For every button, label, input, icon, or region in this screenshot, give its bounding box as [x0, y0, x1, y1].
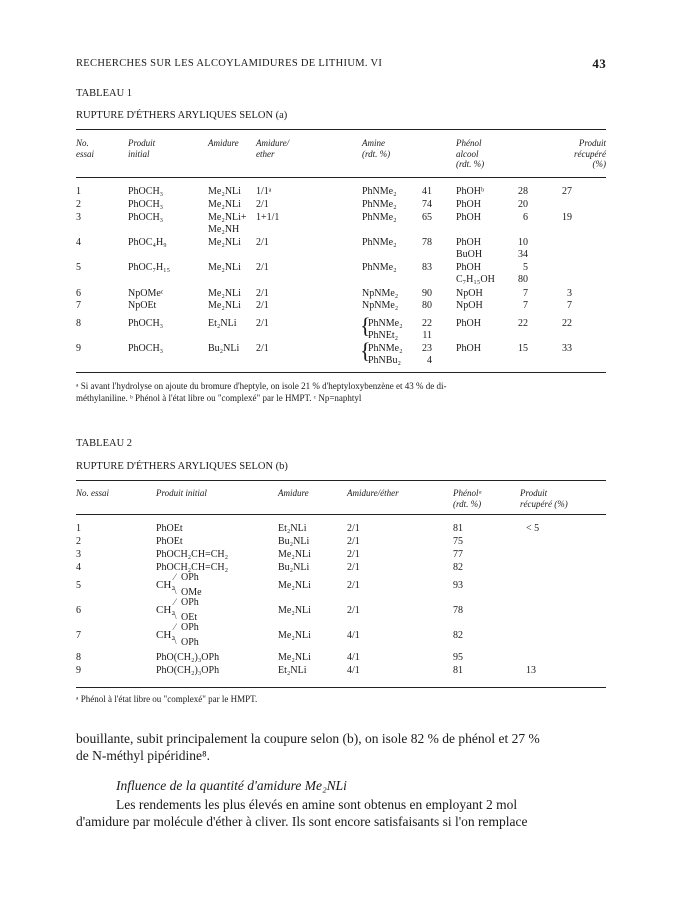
t2-cell-amidure: Me₂NLi: [278, 652, 311, 663]
t1-cell-amidure: Me₂NLi: [208, 288, 241, 299]
t2-bond-down: \: [174, 636, 177, 646]
t2-cell-phenol-yield: 82: [453, 562, 463, 573]
t1-cell-amine: PhNMe₂: [368, 318, 403, 329]
t1-h-prod-b: initial: [128, 148, 150, 159]
t2-cell-product-ch2: CH₂: [156, 579, 176, 591]
t1-cell-no: 4: [76, 237, 81, 248]
t2-cell-ratio: 2/1: [347, 605, 360, 616]
t1-h-rec-a: Produit: [578, 138, 606, 148]
table1-label: TABLEAU 1: [76, 88, 133, 99]
t2-cell-recovered: < 5: [526, 523, 540, 534]
section-heading: Influence de la quantité d'amidure Me₂NLi: [116, 778, 347, 793]
t1-cell-product: NpOMeᶜ: [128, 288, 164, 299]
t1-cell-no: 9: [76, 343, 81, 354]
t1-cell-phenol-yield: 28: [518, 186, 528, 197]
t1-cell-phenol-yield: 22: [518, 318, 528, 329]
t1-cell-ratio: 2/1: [256, 300, 269, 311]
t1-cell-alcohol-yield: 34: [518, 249, 528, 260]
t1-h-phenol: [456, 138, 484, 170]
t1-cell-phenol: PhOH: [456, 343, 482, 354]
t1-cell-amine: PhNMe₂: [368, 343, 403, 354]
t2-cell-amidure: Me₂NLi: [278, 580, 311, 591]
t1-cell-no: 2: [76, 199, 81, 210]
table2-footnote: ᵃ Phénol à l'état libre ou "complexé" par le HMPT.: [76, 694, 258, 704]
t2-cell-product-sub1: OPh: [181, 572, 199, 583]
t2-cell-phenol-yield: 78: [453, 605, 463, 616]
t2-cell-amidure: Me₂NLi: [278, 549, 311, 560]
t1-cell-phenol: NpOH: [456, 288, 483, 299]
t1-cell-amidure: Et₂NLi: [208, 318, 237, 329]
t1-brace: {: [360, 338, 371, 363]
t1-cell-phenol-yield: 15: [518, 343, 528, 354]
t1-cell-ratio: 1+1/1: [256, 212, 280, 223]
t1-cell-phenol-yield: 7: [523, 300, 528, 311]
table1-footnote: [76, 380, 606, 404]
t1-cell-ratio: 2/1: [256, 318, 269, 329]
t1-h-ratio-b: ether: [256, 148, 275, 159]
t1-cell-amine-yield: 74: [422, 199, 432, 210]
t1-h-rec-c: (%): [592, 159, 606, 169]
t1-cell-amine-yield: 90: [422, 288, 432, 299]
t1-cell-phenol-yield: 6: [523, 212, 528, 223]
t2-cell-no: 9: [76, 665, 81, 676]
t1-footnote-line2: méthylaniline. ᵇ Phénol à l'état libre ou "complexé" par le HMPT. ᶜ Np=naphtyl: [76, 393, 362, 403]
t1-h-no-a: No.: [76, 138, 89, 148]
t1-cell-recovered: 7: [567, 300, 572, 311]
t1-cell-amine: PhNMe₂: [362, 186, 397, 197]
t1-cell-product: PhOCH₃: [128, 343, 164, 354]
table2-top-rule: [76, 480, 606, 481]
table2-header-rule: [76, 514, 606, 515]
t2-h-rec-b: récupéré (%): [520, 498, 568, 509]
p1-line2: de N-méthyl pipéridine⁸.: [76, 748, 211, 763]
running-head-title: RECHERCHES SUR LES ALCOYLAMIDURES DE LITHIUM. VI: [76, 58, 383, 69]
t2-cell-product-ch2: CH₂: [156, 604, 176, 616]
t2-cell-phenol-yield: 75: [453, 536, 463, 547]
t1-cell-alcohol: BuOH: [456, 249, 483, 260]
t2-bond-down: \: [174, 586, 177, 596]
t1-cell-recovered: 22: [562, 318, 572, 329]
t1-cell-amine-yield: 83: [422, 262, 432, 273]
t1-cell-phenol: NpOH: [456, 300, 483, 311]
t2-cell-amidure: Me₂NLi: [278, 630, 311, 641]
t2-cell-product: PhOCH₂CH=CH₂: [156, 549, 229, 560]
t2-cell-ratio: 4/1: [347, 630, 360, 641]
t1-cell-phenol: PhOHᵇ: [456, 186, 485, 197]
t2-cell-product: PhOEt: [156, 523, 183, 534]
t1-h-prod-a: Produit: [128, 138, 156, 148]
t1-cell-amine-yield: 78: [422, 237, 432, 248]
t1-cell-ratio: 2/1: [256, 262, 269, 273]
t2-cell-ratio: 2/1: [347, 562, 360, 573]
t2-bond-up: ⁄: [174, 622, 176, 632]
t2-h-recovered: [520, 488, 568, 509]
t1-cell-amine-yield: 65: [422, 212, 432, 223]
t1-cell-ratio: 1/1ᵃ: [256, 186, 272, 197]
table2-title: RUPTURE D'ÉTHERS ARYLIQUES SELON (b): [76, 461, 288, 472]
t1-cell-product: PhOC₇H₁₅: [128, 262, 171, 273]
t1-cell-amine-yield: 22: [422, 318, 432, 329]
t1-cell-no: 3: [76, 212, 81, 223]
t2-cell-no: 2: [76, 536, 81, 547]
table1-title: RUPTURE D'ÉTHERS ARYLIQUES SELON (a): [76, 110, 288, 121]
t2-cell-product: PhO(CH₂)₃OPh: [156, 665, 220, 676]
t1-cell-amidure: Me₂NLi: [208, 199, 241, 210]
p1-line1: bouillante, subit principalement la coupure selon (b), on isole 82 % de phénol et 27 %: [76, 731, 540, 746]
table1-header-rule: [76, 177, 606, 178]
t2-cell-phenol-yield: 95: [453, 652, 463, 663]
t2-bond-up: ⁄: [174, 572, 176, 582]
t2-cell-phenol-yield: 82: [453, 630, 463, 641]
t1-h-amine-b: (rdt. %): [362, 148, 391, 159]
t2-cell-phenol-yield: 93: [453, 580, 463, 591]
t1-cell-phenol: PhOH: [456, 318, 482, 329]
t2-cell-ratio: 4/1: [347, 665, 360, 676]
t1-h-amidure: Amidure: [208, 138, 239, 148]
t2-cell-recovered: 13: [526, 665, 536, 676]
t2-h-no: No. essai: [76, 488, 110, 498]
t1-cell-amine: PhNMe₂: [362, 199, 397, 210]
t2-cell-ratio: 2/1: [347, 549, 360, 560]
t2-h-ratio: Amidure/éther: [347, 488, 399, 498]
p2-line2: d'amidure par molécule d'éther à cliver. Ils sont encore satisfaisants si l'on remplace: [76, 814, 528, 829]
t1-cell-product: PhOCH₃: [128, 186, 164, 197]
t1-h-ratio: [256, 138, 289, 159]
t2-h-phenol: [453, 488, 482, 509]
t2-cell-amidure: Me₂NLi: [278, 605, 311, 616]
t1-cell-amine-2: PhNBu₂: [368, 355, 401, 366]
t1-cell-no: 1: [76, 186, 81, 197]
t2-cell-no: 7: [76, 630, 81, 641]
t1-cell-phenol: PhOH: [456, 237, 482, 248]
t2-cell-product: PhOEt: [156, 536, 183, 547]
t1-h-ratio-a: Amidure/: [256, 138, 290, 148]
t1-cell-product: PhOCH₃: [128, 199, 164, 210]
t1-h-amine-a: Amine: [362, 138, 385, 148]
t2-cell-product-sub2: OMe: [181, 587, 202, 598]
table1-top-rule: [76, 129, 606, 130]
t2-cell-no: 4: [76, 562, 81, 573]
t2-h-rec-a: Produit: [520, 488, 548, 498]
t1-cell-amidure-2: Me₂NH: [208, 224, 240, 235]
page-number: 43: [592, 56, 606, 71]
t1-cell-amine: PhNMe₂: [362, 262, 397, 273]
t1-cell-phenol-yield: 7: [523, 288, 528, 299]
table2-label: TABLEAU 2: [76, 438, 133, 449]
t1-h-no-b: essai: [76, 148, 94, 159]
t1-h-phenol-b: alcool: [456, 148, 479, 159]
t1-cell-amidure: Me₂NLi: [208, 300, 241, 311]
t1-cell-ratio: 2/1: [256, 237, 269, 248]
t1-cell-recovered: 27: [562, 186, 572, 197]
t1-cell-amine: PhNMe₂: [362, 212, 397, 223]
table2-bottom-rule: [76, 687, 606, 688]
t1-cell-product: NpOEt: [128, 300, 157, 311]
t2-cell-product: PhO(CH₂)₃OPh: [156, 652, 220, 663]
t1-cell-no: 7: [76, 300, 81, 311]
t1-cell-amine-2: PhNEt₂: [368, 330, 399, 341]
t2-cell-amidure: Et₂NLi: [278, 665, 307, 676]
t2-cell-no: 1: [76, 523, 81, 534]
t2-cell-product-ch2: CH₂: [156, 629, 176, 641]
t2-cell-phenol-yield: 77: [453, 549, 463, 560]
t2-bond-up: ⁄: [174, 597, 176, 607]
t1-cell-amine-yield: 41: [422, 186, 432, 197]
body-paragraph-2: [76, 796, 606, 830]
t1-cell-amine-yield: 23: [422, 343, 432, 354]
t1-cell-amidure: Me₂NLi: [208, 186, 241, 197]
t2-cell-product-sub1: OPh: [181, 622, 199, 633]
t1-cell-phenol: PhOH: [456, 212, 482, 223]
t1-cell-amine-yield: 80: [422, 300, 432, 311]
t1-cell-amine-yield-2: 11: [422, 330, 432, 341]
t1-cell-recovered: 33: [562, 343, 572, 354]
p2-line1: Les rendements les plus élevés en amine sont obtenus en employant 2 mol: [116, 797, 518, 812]
t2-cell-ratio: 2/1: [347, 580, 360, 591]
t1-cell-no: 5: [76, 262, 81, 273]
t1-h-phenol-a: Phénol: [456, 138, 482, 148]
t2-cell-phenol-yield: 81: [453, 665, 463, 676]
t1-cell-recovered: 19: [562, 212, 572, 223]
running-head: [76, 58, 606, 69]
t2-cell-ratio: 2/1: [347, 536, 360, 547]
t1-cell-phenol-yield: 20: [518, 199, 528, 210]
t1-cell-product: PhOC₄H₉: [128, 237, 167, 248]
t2-h-prod: Produit initial: [156, 488, 207, 498]
t2-h-phenol-a: Phénolᵃ: [453, 488, 483, 498]
t2-cell-phenol-yield: 81: [453, 523, 463, 534]
t1-footnote-line1: ᵃ Si avant l'hydrolyse on ajoute du bromure d'heptyle, on isole 21 % d'heptyloxybenzène et 43 % de di-: [76, 381, 447, 391]
t2-cell-no: 5: [76, 580, 81, 591]
t2-h-phenol-b: (rdt. %): [453, 498, 482, 509]
t1-cell-ratio: 2/1: [256, 343, 269, 354]
t2-cell-amidure: Et₂NLi: [278, 523, 307, 534]
body-paragraph-1: [76, 730, 606, 764]
t1-brace: {: [360, 313, 371, 338]
t1-cell-amidure: Me₂NLi+: [208, 212, 247, 223]
t1-cell-phenol: PhOH: [456, 199, 482, 210]
t1-h-phenol-c: (rdt. %): [456, 159, 485, 169]
t1-h-prod: [128, 138, 155, 159]
table1-bottom-rule: [76, 372, 606, 373]
t1-cell-phenol: PhOH: [456, 262, 482, 273]
t1-cell-amine-yield-2: 4: [427, 355, 432, 366]
t1-cell-phenol-yield: 5: [523, 262, 528, 273]
t1-h-recovered: [552, 138, 606, 170]
t1-cell-amine: NpNMe₂: [362, 300, 399, 311]
t2-cell-no: 8: [76, 652, 81, 663]
t1-cell-alcohol-yield: 80: [518, 274, 528, 285]
t2-cell-product: PhOCH₂CH=CH₂: [156, 562, 229, 573]
t2-cell-amidure: Bu₂NLi: [278, 536, 310, 547]
t1-cell-alcohol: C₇H₁₅OH: [456, 274, 495, 285]
t2-cell-ratio: 2/1: [347, 523, 360, 534]
t1-cell-no: 6: [76, 288, 81, 299]
t2-h-amidure: Amidure: [278, 488, 309, 498]
t1-cell-amine: NpNMe₂: [362, 288, 399, 299]
t1-cell-recovered: 3: [567, 288, 572, 299]
t1-cell-ratio: 2/1: [256, 288, 269, 299]
t2-cell-amidure: Bu₂NLi: [278, 562, 310, 573]
t2-cell-product-sub2: OPh: [181, 637, 199, 648]
t1-cell-no: 8: [76, 318, 81, 329]
t1-cell-amidure: Me₂NLi: [208, 237, 241, 248]
t1-cell-amidure: Bu₂NLi: [208, 343, 240, 354]
t2-bond-down: \: [174, 611, 177, 621]
t1-cell-product: PhOCH₃: [128, 318, 164, 329]
t1-h-amine: [362, 138, 390, 159]
t1-cell-ratio: 2/1: [256, 199, 269, 210]
t2-cell-ratio: 4/1: [347, 652, 360, 663]
t2-cell-no: 3: [76, 549, 81, 560]
t1-h-rec-b: récupéré: [574, 148, 606, 159]
t2-cell-no: 6: [76, 605, 81, 616]
t2-cell-product-sub2: OEt: [181, 612, 198, 623]
t1-cell-amidure: Me₂NLi: [208, 262, 241, 273]
t1-h-no: [76, 138, 94, 159]
t1-cell-amine: PhNMe₂: [362, 237, 397, 248]
t2-cell-product-sub1: OPh: [181, 597, 199, 608]
t1-cell-product: PhOCH₃: [128, 212, 164, 223]
t1-cell-phenol-yield: 10: [518, 237, 528, 248]
